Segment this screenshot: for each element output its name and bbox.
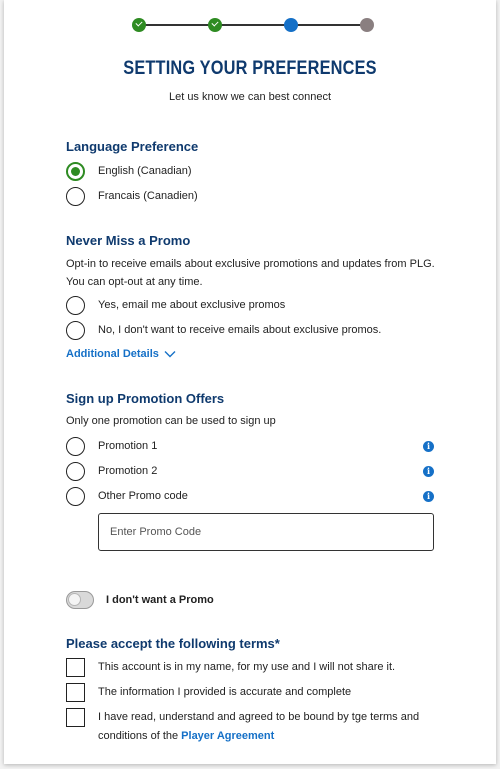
radio-button[interactable] [66, 321, 85, 340]
promo-email-option-no[interactable] [66, 320, 436, 340]
terms-section-title: Please accept the following terms* [66, 636, 280, 651]
term-text-container [98, 708, 436, 746]
additional-details-label: Additional Details [66, 348, 159, 360]
radio-button[interactable] [66, 437, 85, 456]
progress-stepper [132, 17, 372, 33]
promo-email-option-label: No, I don't want to receive emails about exclusive promos. [98, 324, 382, 336]
info-icon[interactable]: i [423, 441, 434, 452]
promo-code-input[interactable] [98, 513, 434, 551]
checkbox[interactable] [66, 658, 85, 677]
language-option-label: Francais (Canadien) [98, 190, 198, 202]
radio-button[interactable] [66, 187, 85, 206]
language-option-english[interactable] [66, 161, 436, 181]
toggle-knob [68, 593, 81, 606]
radio-button[interactable] [66, 162, 85, 181]
step-2-complete-icon [208, 18, 222, 32]
term-item-accuracy[interactable] [66, 683, 436, 702]
player-agreement-link[interactable]: Player Agreement [181, 730, 275, 742]
step-3-current-icon [284, 18, 298, 32]
step-1-complete-icon [132, 18, 146, 32]
term-item-ownership[interactable] [66, 658, 436, 677]
info-icon[interactable]: i [423, 491, 434, 502]
promotion-option-label: Promotion 2 [98, 465, 158, 477]
no-promo-label: I don't want a Promo [106, 594, 214, 606]
promo-email-option-label: Yes, email me about exclusive promos [98, 299, 286, 311]
term-text: The information I provided is accurate and complete [98, 686, 352, 698]
checkbox[interactable] [66, 708, 85, 727]
term-text: I have read, understand and agreed to be bound by tge terms and conditions of the [98, 711, 420, 742]
additional-details-link[interactable] [66, 348, 176, 360]
term-text: This account is in my name, for my use and I will not share it. [98, 661, 396, 673]
promo-email-option-yes[interactable] [66, 295, 436, 315]
radio-button[interactable] [66, 487, 85, 506]
checkbox[interactable] [66, 683, 85, 702]
promo-emails-description: Opt-in to receive emails about exclusive promotions and updates from PLG. You can opt-out at any time. [66, 258, 435, 288]
promotion-option-label: Promotion 1 [98, 440, 158, 452]
promotion-option-1[interactable] [66, 436, 436, 456]
promotion-option-label: Other Promo code [98, 490, 188, 502]
promotions-description: Only one promotion can be used to sign up [66, 415, 276, 427]
info-icon[interactable]: i [423, 466, 434, 477]
promo-emails-section-title: Never Miss a Promo [66, 233, 191, 248]
promotion-option-2[interactable] [66, 461, 436, 481]
promotions-section-title: Sign up Promotion Offers [66, 391, 225, 406]
no-promo-toggle[interactable] [66, 591, 94, 609]
term-item-agreement[interactable] [66, 708, 436, 746]
radio-button[interactable] [66, 462, 85, 481]
radio-button[interactable] [66, 296, 85, 315]
page-title: SETTING YOUR PREFERENCES [123, 58, 377, 79]
promotion-option-other[interactable] [66, 486, 436, 506]
chevron-down-icon [164, 350, 176, 358]
stepper-line [139, 24, 365, 26]
language-option-french[interactable] [66, 186, 436, 206]
step-4-pending-icon [360, 18, 374, 32]
page-subtitle: Let us know we can best connect [168, 91, 332, 103]
language-option-label: English (Canadian) [98, 165, 192, 177]
language-section-title: Language Preference [66, 139, 199, 154]
